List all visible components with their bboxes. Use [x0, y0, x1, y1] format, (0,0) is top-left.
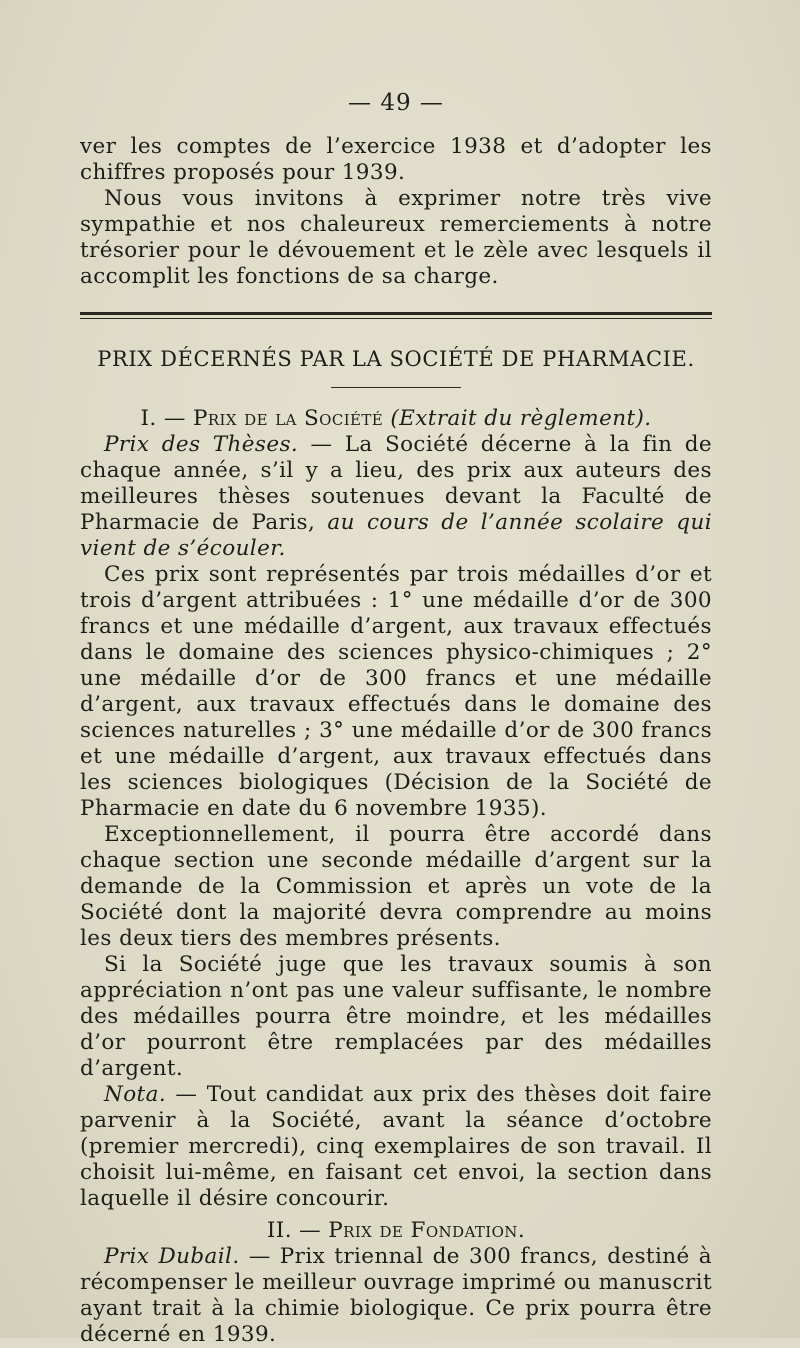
paragraph-dubail [80, 1244, 712, 1348]
part2-heading [80, 1218, 712, 1244]
part1-heading-title: Prix de la Société [192, 406, 384, 431]
paragraph-accounts: ver les comptes de l’exercice 1938 et d’adopter les chiffres proposés pour 1939. [80, 134, 712, 185]
dubail-text: — Prix triennal de 300 francs, destiné à récompenser le meilleur ouvrage imprimé ou manuscrit ayant trait à la chimie biologique. Ce prix pourra être décerné en 1939. [80, 1244, 712, 1347]
paragraph-value: Si la Société juge que les travaux soumis à son appréciation n’ont pas une valeur suffisante, le nombre des médailles pourra être moindre, et les médailles d’or pourront être remplacées par des médailles d’argent. [80, 952, 712, 1081]
part1-heading-note: (Extrait du règlement). [390, 406, 652, 431]
paragraph-nota [80, 1082, 712, 1212]
paragraph-exception: Exceptionnellement, il pourra être accordé dans chaque section une seconde médaille d’argent sur la demande de la Commission et après un vote de la Société dont la majorité devra comprendre au moins les deux tiers des membres présents. [80, 822, 712, 951]
double-rule [80, 312, 712, 319]
theses-label: Prix des Thèses. [104, 432, 299, 457]
short-rule [331, 387, 461, 388]
part2-heading-prefix: II. — [266, 1218, 329, 1243]
paragraph-theses [80, 432, 712, 562]
section-title: PRIX DÉCERNÉS PAR LA SOCIÉTÉ DE PHARMACIE. [97, 347, 695, 371]
page-content [80, 86, 712, 1348]
theses-text: — La Société décerne à la fin de chaque année, s’il y a lieu, des prix aux auteurs des meilleures thèses soutenues devant la Faculté de Pharmacie de Paris, [80, 432, 712, 535]
theses-italic: au cours de l’année scolaire qui vient de s’écouler. [80, 510, 712, 561]
rule-thin [80, 318, 712, 319]
dubail-label: Prix Dubail. [104, 1244, 240, 1269]
paragraph-thanks: Nous vous invitons à exprimer notre très vive sympathie et nos chaleureux remerciements à notre trésorier pour le dévouement et le zèle avec lesquels il accomplit les fonctions de sa charge. [80, 186, 712, 289]
page-number: — 49 — [348, 90, 444, 116]
paragraph-medals: Ces prix sont représentés par trois médailles d’or et trois d’argent attribuées : 1° une médaille d’or de 300 francs et une médaille d’argent, aux travaux effectués dans le domaine des sciences physico-chimiques ; 2° une médaille d’or de 300 francs et une médaille d’argent, aux travaux effectués dans le domaine des sciences naturelles ; 3° une médaille d’or de 300 francs et une médaille d’argent, aux travaux effectués dans les sciences biologiques (Décision de la Société de Pharmacie en date du 6 novembre 1935). [80, 562, 712, 821]
part1-heading-prefix: I. — [140, 406, 193, 431]
nota-label: Nota. [104, 1082, 167, 1107]
part2-heading-title: Prix de Fondation. [328, 1218, 526, 1243]
rule-thick [80, 312, 712, 315]
nota-text: — Tout candidat aux prix des thèses doit faire parvenir à la Société, avant la séance d’octobre (premier mercredi), cinq exemplaires de son travail. Il choisit lui-même, en faisant cet envoi, la section dans laquelle il désire concourir. [80, 1082, 712, 1211]
part1-heading [80, 406, 712, 432]
